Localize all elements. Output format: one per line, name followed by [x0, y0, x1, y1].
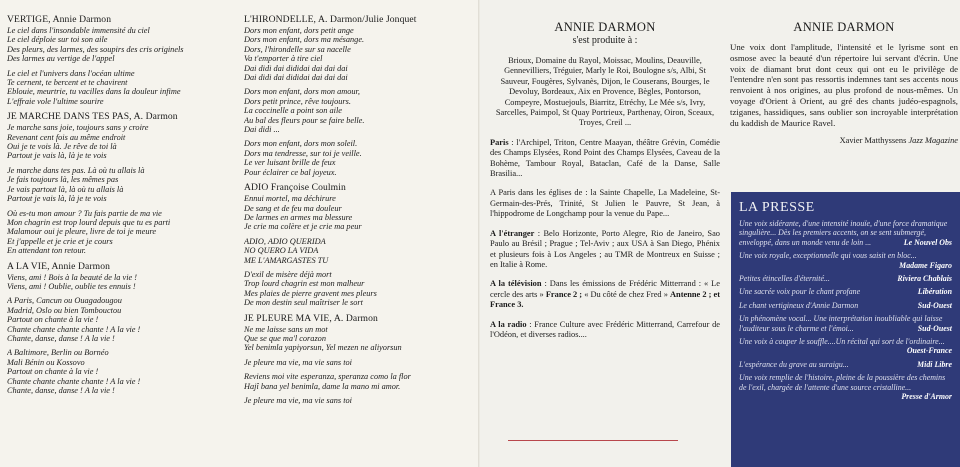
lyric-line: Malamour oui je pleure, livre de toi je meure [7, 227, 157, 237]
lyric-line: Je pleure ma vie, ma vie sans toi [244, 357, 352, 367]
tv-text-1: : Dans les émissions de Frédéric Mitterrand : « Le cercle des arts » [490, 279, 720, 299]
press-quote [739, 373, 952, 401]
lyric-line: Je fais toujours là, les mêmes pas [7, 175, 119, 185]
lyric-line: Dors mon enfant, dors petit ange [244, 26, 354, 35]
lyric-line: D'exil de misère déjà mort [244, 269, 332, 279]
press-quote-text: Une voix sidérante, d'une intensité inouïe, d'une force dramatique singulière... Dès les premiers accents, on se sent submergé, enveloppé, dans un monde venu de loin ... [739, 219, 948, 247]
lyric-line: Que se que ma'l corazon [244, 333, 326, 343]
press-quote [739, 251, 952, 270]
lyric-line: Dors, l'hirondelle sur sa nacelle [244, 44, 351, 54]
performed-at-subtitle: s'est produite à : [572, 35, 638, 46]
review-magazine: Jazz Magazine [908, 136, 958, 146]
lyric-line: Où es-tu mon amour ? Tu fais partie de ma vie [7, 208, 162, 218]
press-quote-text: Un phénomène vocal... Une interprétation inoubliable qui laisse l'auditeur sous le charme et l'émoi... [739, 314, 943, 333]
song [244, 14, 474, 177]
press-quote-text: Une voix royale, exceptionnelle qui vous saisit en bloc... [739, 251, 917, 261]
abroad-venues [490, 229, 720, 271]
review-source [730, 136, 958, 147]
press-quote [739, 219, 952, 247]
stanza [244, 139, 474, 177]
stanza [7, 296, 239, 343]
stanza [7, 166, 239, 204]
lyric-line: A Paris, Cancun ou Ouagadougou [7, 296, 122, 306]
press-quote-source: Libération [917, 287, 952, 297]
lyric-line: La coccinelle a point son aile [244, 106, 342, 116]
radio-label: A la radio [490, 319, 527, 329]
lyric-line: Je marche sans joie, toujours sans y croire [7, 123, 149, 133]
stanza [244, 237, 474, 265]
press-quote-text: Une sacrée voix pour le chant profane [739, 287, 861, 297]
press-quote [739, 360, 952, 369]
stanza [244, 87, 474, 134]
press-quote [739, 301, 952, 310]
song-title: L'HIRONDELLE, A. Darmon/Julie Jonquet [244, 14, 417, 25]
red-divider [508, 440, 678, 441]
song [244, 313, 474, 406]
lyric-line: De mon destin seul maîtriser le sort [244, 298, 363, 308]
song-title: A LA VIE, Annie Darmon [7, 260, 111, 272]
lyric-line: Des pleurs, des larmes, des soupirs des cris originels [7, 44, 184, 54]
lyric-line: Dai didi ... [244, 125, 280, 135]
lyric-line: Je pleure ma vie, ma vie sans toi [244, 396, 352, 405]
lyric-line: Le ver luisant brille de feux [244, 158, 336, 168]
tv-channel-2: Antenne 2 ; et France 3. [490, 289, 720, 310]
lyric-line: Viens, ami ! Oublie, oublie tes ennuis ! [7, 281, 136, 291]
lyric-line: Chante chante chante chante ! A la vie ! [7, 324, 141, 334]
stanza [244, 325, 474, 353]
lyric-line: Madrid, Oslo ou bien Tombouctou [7, 305, 122, 315]
press-quote [739, 337, 952, 356]
lyric-line: ADIO, ADIO QUERIDA [244, 236, 326, 246]
song-title: JE PLEURE MA VIE, A. Darmon [244, 312, 378, 324]
paris-churches: A Paris dans les églises de : la Sainte Chapelle, La Madeleine, St-Germain-des-Prés, Trinité, St Julien le Pauvre, St Jean, à l'hippodrome de Longchamp pour la venue du Pape... [490, 188, 720, 219]
lyric-line: Dors mon enfant, dors ma mésange. [244, 35, 365, 45]
lyric-line: Revenant cent fois au même endroit [7, 132, 126, 142]
press-quote-text: L'espérance du grave au suraigu... [739, 359, 849, 369]
lyric-line: Partout je vais là, là je te vois [7, 151, 107, 161]
lyric-line: Trop lourd chagrin est mon malheur [244, 279, 365, 289]
paris-venues [490, 138, 720, 180]
press-quote-source: Sud-Ouest [917, 323, 952, 333]
press-quote-text: Petites étincelles d'éternité... [739, 274, 830, 284]
song-title: VERTIGE, Annie Darmon [7, 14, 112, 25]
lyric-line: Mali Bénin ou Kossovo [7, 357, 85, 367]
lyric-line: Dors mon enfant, dors mon soleil. [244, 139, 358, 149]
stanza [7, 209, 239, 256]
stanza [7, 69, 239, 107]
lyrics-column-2 [244, 0, 474, 467]
press-quote-text: Le chant vertigineux d'Annie Darmon [739, 300, 859, 310]
song-title: ADIO Françoise Coulmin [244, 182, 346, 194]
lyric-line: Des larmes au vertige de l'appel [7, 54, 115, 64]
lyric-line: Mes plaies de pierre gravent mes pleurs [244, 288, 377, 298]
press-quote-source: Midi Libre [917, 359, 952, 369]
stanza [7, 348, 239, 395]
lyric-line: Dai didi dai dididai dai dai dai [244, 73, 348, 83]
song [7, 261, 239, 396]
lyric-line: Oui je te vois là. Je rêve de toi là [7, 142, 117, 152]
towns-list: Brioux, Domaine du Rayol, Moissac, Moulins, Deauville, Gennevilliers, Tréguier, Marly le Roi, Boulogne s/s, Albi, St Sauveur, Fougères, Sylvanès, Dijon, le Couserans, Bourges, le Devoluy, Bordeaux, Aix en Provence, Bègles, Pontorson, Compeyre, Mostuejouls, Biarritz, Etréchy, Le Mée s/s, Ivry, Sarcelles, Paimpol, St Quay Portrieux, Parthenay, Oiron, Sceaux, Troyes, Creil ... [495, 56, 715, 128]
lyric-line: Eblouie, meurtrie, tu vacilles dans la douleur infime [7, 87, 181, 97]
song-title: JE MARCHE DANS TES PAS, A. Darmon [7, 111, 178, 123]
lyric-line: Dai didi dai dididai dai dai dai [244, 63, 348, 73]
lyric-line: Dors ma tendresse, sur toi je veille. [244, 148, 362, 158]
review-quote: Une voix dont l'amplitude, l'intensité et le lyrisme sont en osmose avec la beauté d'un répertoire lui servant d'écrin. Une voix de diamant brut dont ceux qui ont eu le privilège de l'entendre n'en sont pas ressortis indemnes tant ses accents nous renvoient à nos origines, au plus profond de nous-mêmes. Un voyage d'Orient à Orient, au gré des chants judéo-espagnols, tziganes, hassidiques, sans oublier son incroyable interprétation du kaddish de Maurice Ravel. [730, 42, 958, 128]
lyric-line: Ne me laisse sans un mot [244, 324, 328, 334]
lyric-line: NO QUERO LA VIDA [244, 246, 319, 256]
tv-text-2: « Du côté de chez Fred » [582, 289, 670, 299]
lyric-line: Partout je vais là, là je te vois [7, 194, 107, 204]
lyric-line: Je crie ma colère et je crie ma peur [244, 222, 362, 232]
press-quote [739, 274, 952, 283]
lyric-line: Je vais partout là, là où tu allais là [7, 184, 124, 194]
stanza [7, 273, 239, 292]
lyric-line: Chante, danse, danse ! A la vie ! [7, 386, 115, 395]
lyric-line: Chante, danse, danse ! A la vie ! [7, 333, 115, 343]
press-quote-source: Sud-Ouest [917, 300, 952, 310]
lyric-line: Le ciel déploie sur toi son aile [7, 35, 108, 45]
lyric-line: Dors mon enfant, dors mon amour, [244, 87, 360, 97]
lyric-line: En attendant ton retour. [7, 246, 86, 256]
abroad-text: : Belo Horizonte, Porto Alegre, Rio de Janeiro, Sao Paulo au Brésil ; Prague ; Tel-Aviv ; aux USA à San Diego, Phénix et plusieurs fois à Los Angeles ; au TMR de Montreux en Suisse ; en Italie à Rome. [490, 228, 720, 269]
lyric-line: Te cernent, te bercent et te chavirent [7, 78, 128, 88]
television-appearances [490, 279, 720, 310]
press-items [739, 219, 952, 402]
tv-label: A la télévision [490, 279, 542, 289]
radio-text: : France Culture avec Frédéric Mitterrand, Carrefour de l'Odéon, et diverses radios.... [490, 319, 720, 339]
stanza [244, 396, 474, 405]
song [7, 14, 239, 106]
stanza [244, 194, 474, 232]
lyric-line: Le ciel dans l'insondable immensité du ciel [7, 26, 150, 35]
paris-text: : l'Archipel, Triton, Centre Maayan, théâtre Grévin, Comédie des Champs Elysées, Rond Point des Champs Elysées, Caveau de la Bohème, Tambour Royal, Bataclan, Café de la Danse, Salle Brasilia... [490, 137, 720, 179]
press-quote-source: Ouest-France [906, 346, 952, 356]
press-quote-source: Madame Figaro [899, 260, 952, 270]
abroad-label: A l'étranger [490, 228, 535, 238]
stanza [244, 270, 474, 308]
performances-column [490, 0, 720, 467]
song [7, 111, 239, 255]
lyric-line: Pour éclairer ce bal joyeux. [244, 167, 337, 177]
lyrics-column-1 [7, 0, 239, 467]
tv-channel-1: France 2 ; [545, 289, 583, 299]
lyric-line: Chante chante chante chante ! A la vie ! [7, 376, 141, 386]
lyric-line: Partout on chante à la vie ! [7, 315, 99, 325]
lyric-line: Va t'emporter à tire ciel [244, 54, 323, 64]
lyric-line: Partout on chante à la vie ! [7, 367, 99, 377]
lyric-line: De sang et de feu ma douleur [244, 203, 342, 213]
lyric-line: Viens, ami ! Bois à la beauté de la vie ! [7, 272, 138, 282]
press-quote-source: Presse d'Armor [901, 392, 952, 402]
lyric-line: Mon chagrin est trop lourd depuis que tu es parti [7, 217, 171, 227]
press-quote-source: Riviera Chablais [897, 274, 952, 284]
lyric-line: L'effraie vole l'ultime sourire [7, 96, 104, 106]
song [244, 182, 474, 307]
stanza [244, 26, 474, 82]
press-quote-text: Une voix remplie de l'histoire, pleine de la poussière des chemins de l'exil, chargée de l'attente d'une source cristalline... [739, 373, 946, 392]
press-quote [739, 287, 952, 296]
lyric-line: Ennui mortel, ma déchirure [244, 194, 336, 204]
lyric-line: Yel benimla yapiyorsun, Yel mezen ne aliyorsun [244, 343, 402, 353]
press-panel [731, 192, 960, 467]
stanza [244, 358, 474, 367]
lyric-line: Et j'appelle et je crie et je cours [7, 236, 113, 246]
press-title: LA PRESSE [739, 200, 815, 215]
stanza [244, 372, 474, 391]
lyric-line: ME L'AMARGASTES TU [244, 255, 329, 265]
lyric-line: Hajî bana yel benimla, dame la mano mi amor. [244, 381, 401, 391]
lyric-line: Reviens moi vite esperanza, speranza como la flor [244, 372, 411, 382]
stanza [7, 26, 239, 64]
artist-heading: ANNIE DARMON [554, 20, 656, 34]
stanza [7, 123, 239, 161]
press-quote [739, 314, 952, 333]
review-author: Xavier Matthyssens [839, 136, 907, 146]
paris-label: Paris [490, 137, 509, 147]
info-page [480, 0, 960, 467]
lyric-line: Au bal des fleurs pour se faire belle. [244, 115, 365, 125]
radio-appearances [490, 320, 720, 341]
lyric-line: Le ciel et l'univers dans l'océan ultime [7, 68, 135, 78]
lyric-line: Dors petit prince, rêve toujours. [244, 96, 351, 106]
artist-heading-right: ANNIE DARMON [793, 20, 895, 34]
lyric-line: A Baltimore, Berlin ou Bornéo [7, 348, 109, 358]
press-quote-source: Le Nouvel Obs [903, 237, 952, 247]
lyric-line: Je marche dans tes pas. Là où tu allais là [7, 165, 145, 175]
lyric-line: De larmes en armes ma blessure [244, 212, 353, 222]
press-quote-text: Une voix à couper le souffle....Un récital qui sort de l'ordinaire... [739, 337, 945, 347]
